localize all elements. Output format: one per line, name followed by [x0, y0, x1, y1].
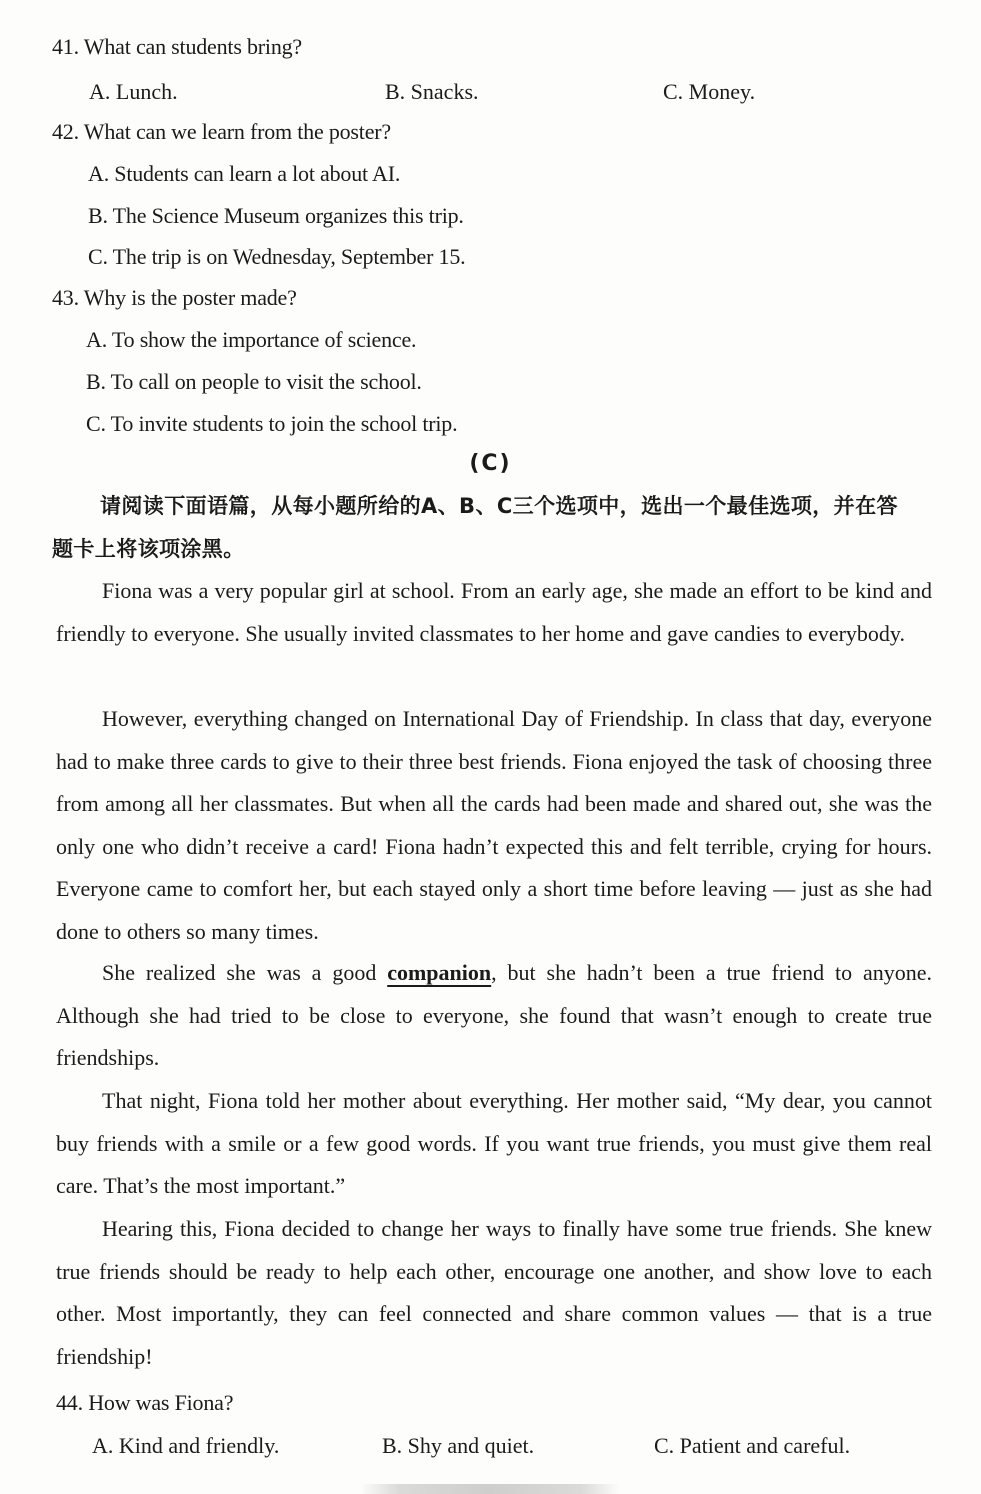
question-44: 44. How was Fiona?	[56, 1390, 234, 1415]
section-label: (C)	[469, 451, 512, 476]
passage-paragraph-4: That night, Fiona told her mother about everything. Her mother said, “My dear, you cannot buy friends with a smile or a few good words. If you want true friends, you must give them real care. That’s the most important.”	[56, 1088, 932, 1199]
question-43: 43. Why is the poster made?	[52, 285, 297, 310]
passage-paragraph-1: Fiona was a very popular girl at school. From an early age, she made an effort to be kind and friendly to everyone. She usually invited classmates to her home and gave candies to everybody.	[56, 578, 932, 646]
paragraph-text: , but she hadn’t been a true friend to anyone. Although she had tried to be close to everyone, she found that wasn’t enough to create true friendships.	[56, 960, 932, 1071]
option-a: A. Kind and friendly.	[92, 1433, 280, 1458]
passage-paragraph-5: Hearing this, Fiona decided to change her ways to finally have some true friends. She knew true friends should be ready to help each other, encourage one another, and show love to each other. Most importantly, they can feel connected and share common values — that is a true friendship!	[56, 1216, 932, 1369]
option-c: C. To invite students to join the school trip.	[86, 411, 458, 436]
question-44-options	[0, 1432, 981, 1460]
option-c: C. Patient and careful.	[654, 1433, 851, 1458]
option-a: A. To show the importance of science.	[86, 327, 417, 352]
question-41-options	[0, 78, 981, 106]
option-b: B. The Science Museum organizes this trip.	[88, 203, 464, 228]
page-footer-cropped	[360, 1484, 620, 1494]
instruction-line-1: 请阅读下面语篇，从每小题所给的A、B、C三个选项中，选出一个最佳选项，并在答	[100, 494, 898, 518]
question-41: 41. What can students bring?	[52, 34, 302, 59]
option-b: B. Shy and quiet.	[382, 1433, 535, 1458]
paragraph-text: She realized she was a good	[102, 960, 388, 985]
option-b: B. Snacks.	[385, 79, 479, 104]
option-c: C. Money.	[663, 79, 756, 104]
passage-paragraph-3	[56, 952, 932, 1080]
option-b: B. To call on people to visit the school.	[86, 369, 422, 394]
question-42: 42. What can we learn from the poster?	[52, 119, 391, 144]
option-a: A. Lunch.	[89, 79, 178, 104]
passage-paragraph-2: However, everything changed on International Day of Friendship. In class that day, everyone had to make three cards to give to their three best friends. Fiona enjoyed the task of choosing three from among all her classmates. But when all the cards had been made and shared out, she was the only one who didn’t receive a card! Fiona hadn’t expected this and felt terrible, crying for hours. Everyone came to comfort her, but each stayed only a short time before leaving — just as she had done to others so many times.	[56, 706, 932, 944]
option-a: A. Students can learn a lot about AI.	[88, 161, 401, 186]
option-c: C. The trip is on Wednesday, September 15.	[88, 244, 466, 269]
keyword-companion: companion	[387, 960, 492, 985]
instruction-line-2: 题卡上将该项涂黑。	[52, 537, 245, 561]
